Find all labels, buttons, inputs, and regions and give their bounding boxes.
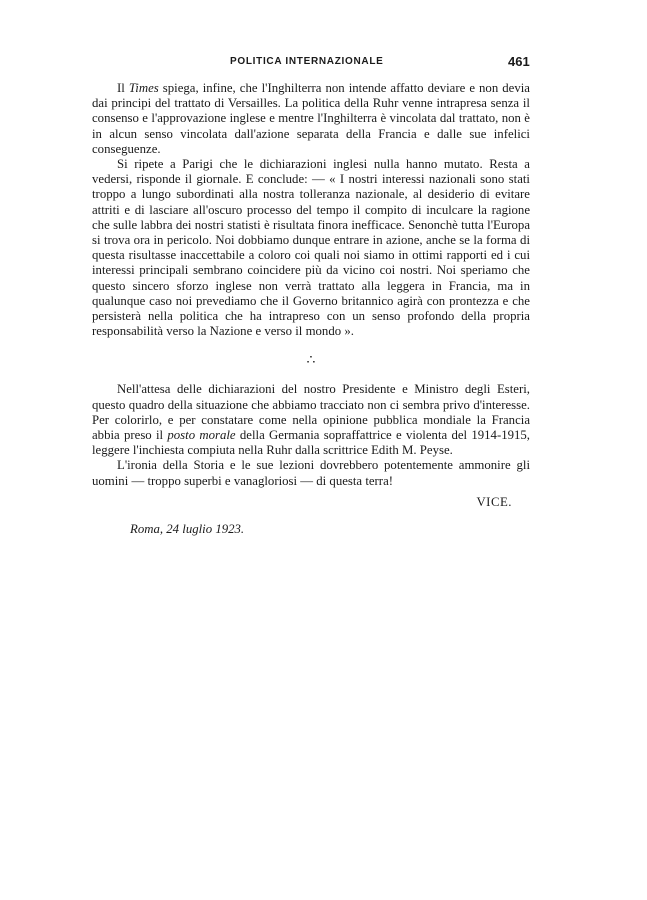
paragraph-times <box>92 81 530 157</box>
section-separator: ∴ <box>306 353 316 369</box>
article-body <box>92 81 530 537</box>
running-title: POLITICA INTERNAZIONALE <box>230 56 384 67</box>
page-number: 461 <box>508 54 530 69</box>
paragraph-quote: Si ripete a Parigi che le dichiarazioni inglesi nulla hanno mutato. Resta a vedersi, risponde il giornale. E conclude: — « I nostri interessi nazionali sono stati troppo a lungo subordinati alla nostra tolleranza nazionale, al desiderio di evitare attriti e di lasciare all'oscuro processo del tempo il compito di inculcare la ragione che sulle labbra dei nostri statisti è risultata finora inefficace. Senonchè tutta l'Europa si trova ora in pericolo. Noi dobbiamo dunque entrare in azione, anche se la forma di questa risultasse inaccettabile a coloro coi quali noi siamo in ottimi rapporti ed i cui interessi principali sembrano coincidere più da vicino coi nostri. Noi speriamo che questo sincero sforzo inglese non verrà trattato alla leggera in Francia, ma in qualunque caso noi prevediamo che il Governo britannico agirà con prontezza e che persisterà nella politica che ha intrapreso con un senso profondo della propria responsabilità verso la Nazione e verso il mondo ». <box>92 157 530 339</box>
page-header <box>0 54 647 74</box>
emphasis-text: posto morale <box>167 428 236 443</box>
dateline-place: Roma, <box>130 522 164 537</box>
dateline-date: 24 luglio 1923. <box>166 522 245 537</box>
dateline <box>92 522 530 537</box>
paragraph-text: Nell'attesa delle dichiarazioni del nostro Presidente e Ministro degli Esteri, questo quadro della situazione che abbiamo tracciato non ci sembra privo d'interesse. Per colorirlo, e per constatare come nella opinione pubblica mondiale la Francia abbia preso il <box>92 382 530 443</box>
paragraph-text: Il <box>117 81 129 95</box>
paragraph-text: della Germania sopraffattrice e violenta del 1914-1915, leggere l'inchiesta compiuta nella Ruhr dalla scrittrice Edith M. Peyse. <box>92 428 531 458</box>
paragraph-text: spiega, infine, che l'Inghilterra non intende affatto deviare e non devia dai principi del trattato di Versailles. La politica della Ruhr venne intrapresa senza il consenso e l'approvazione inglese e mentre l'Inghilterra è vincolata dal trattato, non è in alcun senso vincolata dall'azione separata della Francia e dalle sue infelici conseguenze. <box>92 81 530 156</box>
author-signature: VICE. <box>476 494 512 509</box>
newspaper-name: Times <box>128 81 159 95</box>
paragraph-ironia: L'ironia della Storia e le sue lezioni dovrebbero potentemente ammonire gli uomini — troppo superbi e vanagloriosi — di questa terra! <box>92 458 530 488</box>
paragraph-attesa <box>92 382 530 458</box>
